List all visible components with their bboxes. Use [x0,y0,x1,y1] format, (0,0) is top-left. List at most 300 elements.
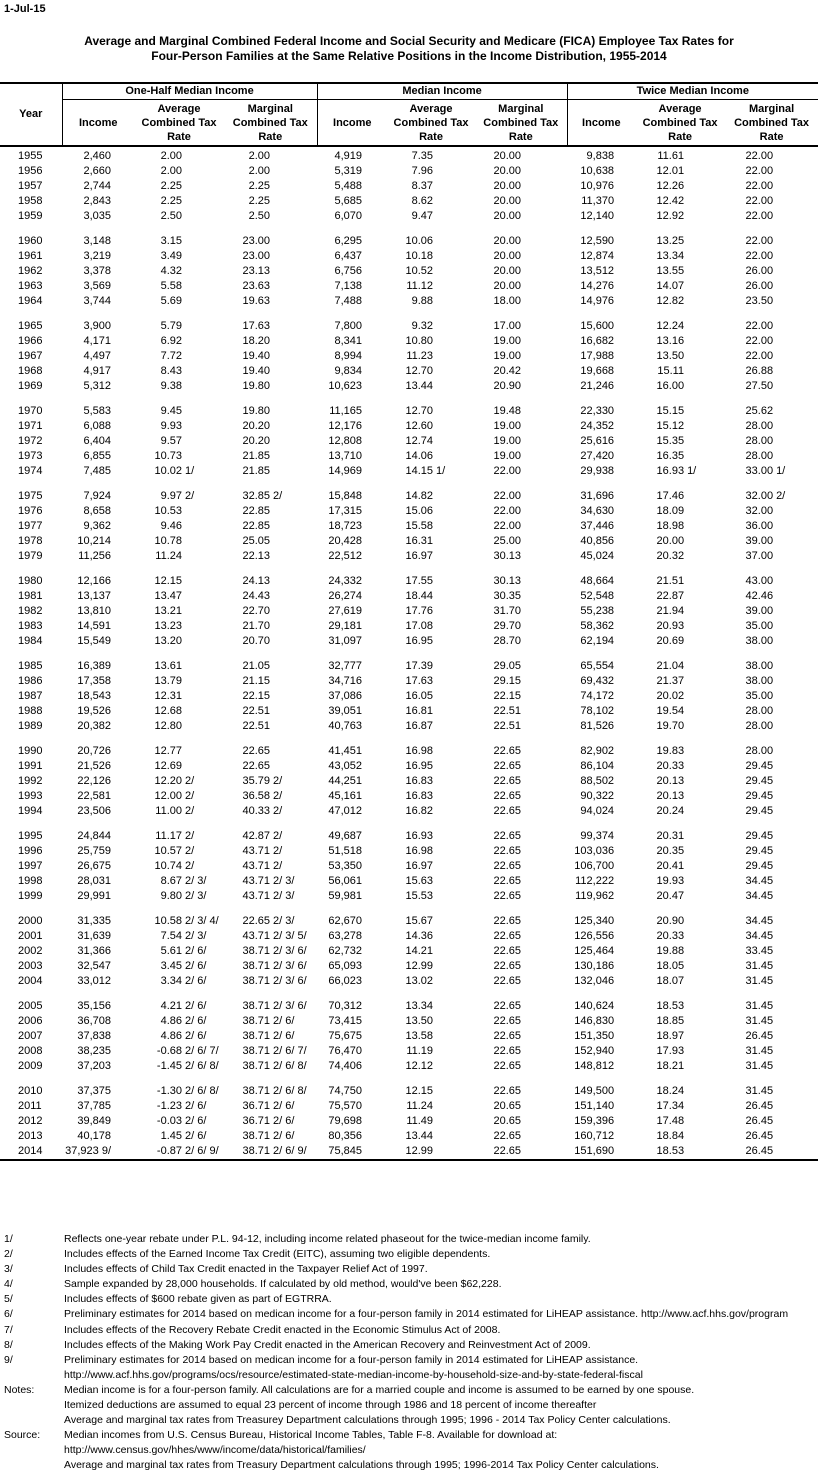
cell-value: 3,035 [83,210,111,222]
cell-value: 22.65 [493,1030,522,1042]
note-row [4,1247,818,1262]
table-row [0,829,818,844]
footnote-ref: 2/ 6/ 9/ [273,1145,307,1157]
value-cell [62,534,134,549]
cell-value: 22.65 [493,790,522,802]
cell-value: 12,590 [580,235,615,247]
cell-value: 38.00 [745,675,774,687]
footnote-ref: 2/ 3/ 6/ [273,960,307,972]
value-cell [567,434,635,449]
cell-value: 22,581 [77,790,111,802]
cell-value: 22.65 [493,845,522,857]
value-cell [635,549,725,564]
value-cell [725,1099,818,1114]
cell-value: 12.69 [154,760,182,772]
value-cell [224,974,317,989]
cell-value: 13,137 [77,590,111,602]
value-cell [224,164,317,179]
cell-value: 22.65 [493,975,522,987]
value-cell [134,674,224,689]
cell-value: 27,420 [580,450,615,462]
value-cell [134,364,224,379]
cell-value: 22.87 [656,590,685,602]
cell-value: 13,710 [328,450,363,462]
cell-value: 43.71 [242,930,270,942]
value-cell [725,574,818,589]
cell-value: 3.49 [160,250,182,262]
value-cell [635,574,725,589]
value-cell [475,449,567,464]
cell-value: 13.20 [154,635,182,647]
value-cell [224,1059,317,1074]
cell-value: 18.98 [656,520,685,532]
cell-value: 152,940 [574,1045,615,1057]
value-cell [317,264,387,279]
cell-value: 16,389 [77,660,111,672]
cell-value: 32.00 [745,490,774,502]
value-cell [725,959,818,974]
value-cell [387,1099,475,1114]
value-cell [62,549,134,564]
value-cell [725,1029,818,1044]
cell-value: 9.46 [160,520,182,532]
cell-value: 31.45 [745,960,774,972]
year-cell: 2010 [18,1085,43,1097]
cell-value: 14,276 [580,280,615,292]
cell-value: 32.00 [745,505,774,517]
cell-value: 11,256 [78,550,111,562]
year-cell: 2001 [18,930,43,942]
year-cell: 2002 [18,945,43,957]
value-cell [725,774,818,789]
year-cell: 1997 [18,860,43,872]
value-cell [567,334,635,349]
cell-value: 35.00 [745,690,774,702]
table-row [0,504,818,519]
value-cell [387,999,475,1014]
cell-value: 20.31 [656,830,685,842]
value-cell [725,209,818,224]
value-cell [635,929,725,944]
cell-value: 38.00 [745,635,774,647]
value-cell [567,179,635,194]
footnote-ref: 2/ 3/ [185,890,207,902]
cell-value: 22.65 [242,915,270,927]
value-cell [387,419,475,434]
spacer-cell [0,309,818,319]
footnote-ref: 2/ [185,805,195,817]
cell-value: 20.33 [656,930,685,942]
cell-value: 14,976 [580,295,615,307]
cell-value: -0.68 [156,1045,182,1057]
cell-value: 2.00 [160,165,182,177]
value-cell [134,959,224,974]
value-cell [224,489,317,504]
value-cell [62,929,134,944]
col-avg-label: Combined Tax [393,116,469,129]
cell-value: 12.70 [405,405,434,417]
value-cell [62,379,134,394]
value-cell [725,364,818,379]
cell-value: 10.58 [154,915,182,927]
value-cell [475,1099,567,1114]
cell-value: 22.65 [493,1130,522,1142]
group-spacer [0,394,818,404]
value-cell [387,279,475,294]
value-cell [317,704,387,719]
value-cell [224,419,317,434]
cell-value: 31,639 [77,930,111,942]
value-cell [635,789,725,804]
value-cell [62,944,134,959]
cell-value: 90,322 [580,790,615,802]
cell-value: 130,186 [574,960,615,972]
cell-value: 16.95 [405,760,434,772]
cell-value: 16.87 [405,720,434,732]
table-row [0,1144,818,1160]
value-cell [62,959,134,974]
cell-value: 32,547 [77,960,111,972]
cell-value: 22.00 [745,195,774,207]
value-cell [475,604,567,619]
cell-value: 14.15 [405,465,434,477]
value-cell [725,1059,818,1074]
year-cell: 1979 [18,550,43,562]
value-cell [567,759,635,774]
value-cell [317,449,387,464]
table-row [0,164,818,179]
cell-value: 31.45 [745,1000,774,1012]
value-cell [134,874,224,889]
cell-value: 29.15 [493,675,522,687]
cell-value: 13,810 [77,605,111,617]
cell-value: 16.97 [405,860,434,872]
table-row [0,999,818,1014]
cell-value: 36,708 [77,1015,111,1027]
cell-value: 27,619 [328,605,363,617]
table-row [0,364,818,379]
cell-value: 38.71 [242,1000,270,1012]
footnote-ref: 2/ 3/ [273,915,295,927]
value-cell [567,464,635,479]
group-spacer [0,309,818,319]
cell-value: 13.21 [154,605,182,617]
value-cell [635,319,725,334]
table-row [0,489,818,504]
value-cell [62,1059,134,1074]
cell-value: 20,382 [77,720,111,732]
cell-value: 10.52 [405,265,434,277]
value-cell [317,464,387,479]
value-cell [725,294,818,309]
value-cell [725,589,818,604]
col-marg-label: Combined Tax [232,116,308,129]
footnote-ref: 2/ 3/ [185,930,207,942]
cell-value: 8.67 [160,875,182,887]
value-cell [317,674,387,689]
cell-value: 22.65 [493,890,522,902]
cell-value: 132,046 [574,975,615,987]
value-cell [387,209,475,224]
cell-value: 19.93 [656,875,685,887]
value-cell [62,689,134,704]
col-avg-half [134,100,224,147]
value-cell [475,404,567,419]
value-cell [62,146,134,164]
cell-value: 19.40 [242,350,270,362]
year-cell: 2007 [18,1030,43,1042]
value-cell [62,719,134,734]
value-cell [317,844,387,859]
value-cell [224,999,317,1014]
cell-value: 10.06 [405,235,434,247]
value-cell [567,999,635,1014]
value-cell [317,194,387,209]
year-cell: 1976 [18,505,43,517]
cell-value: 9.38 [160,380,182,392]
value-cell [317,164,387,179]
cell-value: 86,104 [580,760,615,772]
value-cell [387,604,475,619]
year-cell: 1961 [18,250,43,262]
value-cell [475,674,567,689]
cell-value: 24,332 [328,575,363,587]
cell-value: 22.65 [493,1060,522,1072]
cell-value: 38.71 [242,1130,270,1142]
cell-value: 33,012 [77,975,111,987]
cell-value: 25,616 [580,435,615,447]
cell-value: 94,024 [580,805,615,817]
value-cell [387,379,475,394]
value-cell [62,179,134,194]
value-cell [317,914,387,929]
spacer-cell [0,564,818,574]
spacer-cell [0,734,818,744]
value-cell [567,319,635,334]
cell-value: 12.70 [405,365,434,377]
cell-value: 23.00 [242,250,270,262]
value-cell [475,704,567,719]
table-row [0,944,818,959]
cell-value: 21.70 [242,620,270,632]
value-cell [134,659,224,674]
value-cell [725,1014,818,1029]
table-row [0,534,818,549]
cell-value: 13.50 [405,1015,434,1027]
value-cell [134,859,224,874]
note-key: 7/ [4,1323,13,1336]
cell-value: 18.00 [493,295,522,307]
value-cell [387,179,475,194]
value-cell [134,209,224,224]
group-spacer [0,649,818,659]
value-cell [317,249,387,264]
value-cell [725,234,818,249]
cell-value: 15.53 [405,890,434,902]
value-cell [475,1114,567,1129]
cell-value: 2,843 [83,195,111,207]
table-row [0,519,818,534]
cell-value: 20.69 [656,635,685,647]
cell-value: 62,670 [328,915,363,927]
value-cell [567,519,635,534]
value-cell [224,874,317,889]
value-cell [224,829,317,844]
cell-value: 43.71 [242,860,270,872]
cell-value: 2.50 [160,210,182,222]
footnote-ref: 2/ [273,805,283,817]
group-twice-median: Twice Median Income [567,83,818,100]
cell-value: 18.24 [656,1085,685,1097]
value-cell [475,464,567,479]
cell-value: 160,712 [574,1130,615,1142]
cell-value: 20.32 [656,550,685,562]
cell-value: 65,554 [580,660,615,672]
note-text: Average and marginal tax rates from Treasurey Department calculations through 1995; 1996 - 2014 Tax Policy Center calculations. [64,1414,671,1427]
cell-value: 18,723 [328,520,363,532]
value-cell [224,859,317,874]
col-marg-label: Marginal [247,102,293,115]
value-cell [224,604,317,619]
cell-value: 20.00 [493,210,522,222]
cell-value: 28.00 [745,420,774,432]
cell-value: 19.88 [656,945,685,957]
value-cell [62,619,134,634]
value-cell [134,759,224,774]
value-cell [224,504,317,519]
cell-value: 22.65 [493,745,522,757]
year-cell: 1962 [18,265,43,277]
table-row [0,1044,818,1059]
value-cell [317,604,387,619]
cell-value: 12.26 [656,180,685,192]
tax-rate-table [0,82,818,1163]
value-cell [387,659,475,674]
cell-value: 17.46 [656,490,685,502]
value-cell [224,589,317,604]
cell-value: 20.13 [656,790,685,802]
cell-value: 29.70 [493,620,522,632]
value-cell [62,264,134,279]
spacer-cell [0,989,818,999]
cell-value: 22.51 [242,720,270,732]
cell-value: 15.12 [656,420,685,432]
cell-value: 11.17 [155,830,182,842]
value-cell [387,1084,475,1099]
cell-value: 7,485 [83,465,111,477]
value-cell [387,689,475,704]
footnote-ref: 2/ 3/ 6/ [273,1000,307,1012]
value-cell [62,1129,134,1144]
footnote-ref: 1/ [185,465,195,477]
value-cell [62,519,134,534]
value-cell [567,914,635,929]
note-key: 4/ [4,1278,13,1291]
cell-value: 22.65 [493,945,522,957]
value-cell [635,1144,725,1160]
cell-value: 17.63 [405,675,434,687]
value-cell [567,209,635,224]
value-cell [635,1014,725,1029]
cell-value: 20.35 [656,845,685,857]
year-cell: 1965 [18,320,43,332]
value-cell [635,379,725,394]
year-cell: 1981 [18,590,43,602]
cell-value: 16.98 [405,745,434,757]
cell-value: 62,732 [328,945,363,957]
cell-value: 22.65 [493,830,522,842]
table-row [0,1029,818,1044]
cell-value: 12,874 [580,250,615,262]
cell-value: 2,660 [83,165,111,177]
value-cell [567,404,635,419]
cell-value: 22.15 [493,690,522,702]
cell-value: 26.00 [745,265,774,277]
cell-value: 38.71 [242,975,270,987]
cell-value: 29,991 [77,890,111,902]
cell-value: 43.71 [242,875,270,887]
cell-value: 18.21 [656,1060,685,1072]
group-median: Median Income [317,83,567,100]
cell-value: 23,506 [77,805,111,817]
value-cell [317,744,387,759]
cell-value: 6,437 [334,250,363,262]
cell-value: 12.60 [405,420,434,432]
value-cell [475,574,567,589]
col-income-half: Income [62,100,134,147]
value-cell [387,574,475,589]
cell-value: 4,171 [83,335,111,347]
value-cell [567,689,635,704]
cell-value: 140,624 [574,1000,615,1012]
value-cell [725,859,818,874]
value-cell [475,534,567,549]
cell-value: 38.71 [242,1060,270,1072]
cell-value: 15.11 [657,365,685,377]
year-cell: 1977 [18,520,43,532]
year-cell: 1986 [18,675,43,687]
value-cell [725,704,818,719]
year-cell: 1973 [18,450,43,462]
year-cell: 1991 [18,760,43,772]
value-cell [224,179,317,194]
value-cell [387,549,475,564]
value-cell [635,744,725,759]
cell-value: 14.07 [656,280,685,292]
cell-value: 13.34 [405,1000,434,1012]
value-cell [224,689,317,704]
cell-value: 2.00 [160,150,182,162]
value-cell [134,264,224,279]
value-cell [62,419,134,434]
cell-value: 4,917 [83,365,111,377]
value-cell [224,1014,317,1029]
table-row [0,689,818,704]
value-cell [725,464,818,479]
footnote-ref: 2/ 3/ [273,875,295,887]
value-cell [62,434,134,449]
cell-value: 26.45 [745,1030,774,1042]
spacer-cell [0,479,818,489]
value-cell [134,1114,224,1129]
cell-value: 5.58 [160,280,182,292]
value-cell [317,1014,387,1029]
cell-value: 8.62 [411,195,434,207]
value-cell [725,604,818,619]
value-cell [317,1144,387,1160]
value-cell [62,194,134,209]
cell-value: 29.45 [745,830,774,842]
